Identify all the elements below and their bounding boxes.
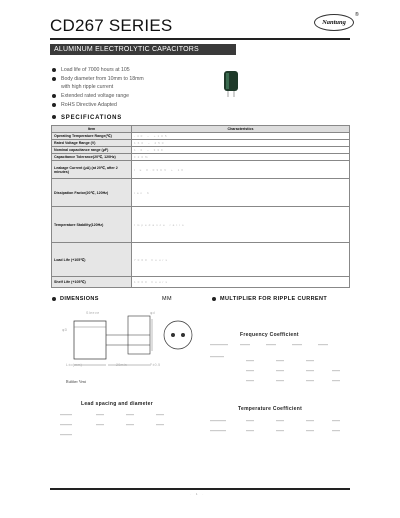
feature-item: Load life of 7000 hours at 105 <box>52 67 130 73</box>
temperature-coefficient-subheading: Temperature Coefficient <box>238 406 303 412</box>
frequency-coefficient-subheading: Frequency Coefficient <box>240 332 299 338</box>
feature-item: Extended rated voltage range <box>52 93 129 99</box>
page-title: CD267 SERIES <box>50 16 173 35</box>
table-row: Load Life (+105℃) 7000 hours <box>52 243 350 277</box>
temperature-coefficient-table-faint <box>206 416 352 446</box>
label-lead-diameter: φd <box>150 311 155 315</box>
table-row: Rated Voltage Range (V) 160 ~ 450 <box>52 140 350 147</box>
bullet-icon <box>52 103 56 107</box>
table-row: Dissipation Factor(20℃, 120Hz) tan δ <box>52 179 350 207</box>
bullet-icon <box>52 68 56 72</box>
label-diameter: φD <box>62 328 68 332</box>
specifications-table <box>51 125 350 288</box>
feature-item: RoHS Directive Adapted <box>52 102 117 108</box>
bullet-icon <box>52 115 56 119</box>
capacitor-photo <box>222 70 242 98</box>
category-banner: ALUMINUM ELECTROLYTIC CAPACITORS <box>50 44 236 55</box>
table-row: Leakage Current (μA) (at 20℃, after 2 minutes) I ≤ 0.03CV + 10 <box>52 161 350 179</box>
label-rubber-vent: Rubber Vent <box>66 379 87 384</box>
dimensions-heading: DIMENSIONS <box>52 296 99 302</box>
dimensions-unit: MM <box>162 296 172 302</box>
label-lead-length: 20min <box>116 363 128 367</box>
registered-mark: ® <box>355 12 359 18</box>
feature-item: Body diameter from 10mm to 18mm <box>52 76 144 82</box>
bullet-icon <box>52 94 56 98</box>
label-sleeve: Sleeve <box>86 311 100 315</box>
table-row: Nominal capacitance range (μF) 1.0 ~ 330 <box>52 147 350 154</box>
table-row: Operating Temperature Range(℃) -40 ~ +105 <box>52 133 350 140</box>
bullet-icon <box>212 297 216 301</box>
bullet-icon <box>52 77 56 81</box>
brand-logo: Nantung <box>314 14 354 31</box>
footer-rule <box>50 488 350 490</box>
table-row: Shelf Life (+105℃) 1000 hours <box>52 277 350 288</box>
specifications-heading: SPECIFICATIONS <box>52 115 122 121</box>
table-header-row <box>52 126 350 133</box>
table-row: Capacitance Tolerance(20℃, 120Hz) ±20% <box>52 154 350 161</box>
lead-spacing-subheading: Lead spacing and diameter <box>81 401 153 407</box>
feature-item-continued: with high ripple current <box>61 84 114 90</box>
frequency-coefficient-table-faint <box>206 338 352 400</box>
column-header-characteristics: Characteristics <box>132 126 350 133</box>
multiplier-heading: MULTIPLIER FOR RIPPLE CURRENT <box>212 296 327 302</box>
label-spacing: F±0.5 <box>150 363 161 367</box>
column-header-item: Item <box>52 126 132 133</box>
dimension-drawing <box>58 307 198 387</box>
table-row: Temperature Stability(120Hz) Impedance ratio <box>52 207 350 243</box>
lead-spacing-table-faint <box>56 410 196 450</box>
label-length: L±α(mm) <box>66 363 83 367</box>
bullet-icon <box>52 297 56 301</box>
title-rule <box>50 38 350 40</box>
page-number: · 1 · <box>190 492 206 496</box>
